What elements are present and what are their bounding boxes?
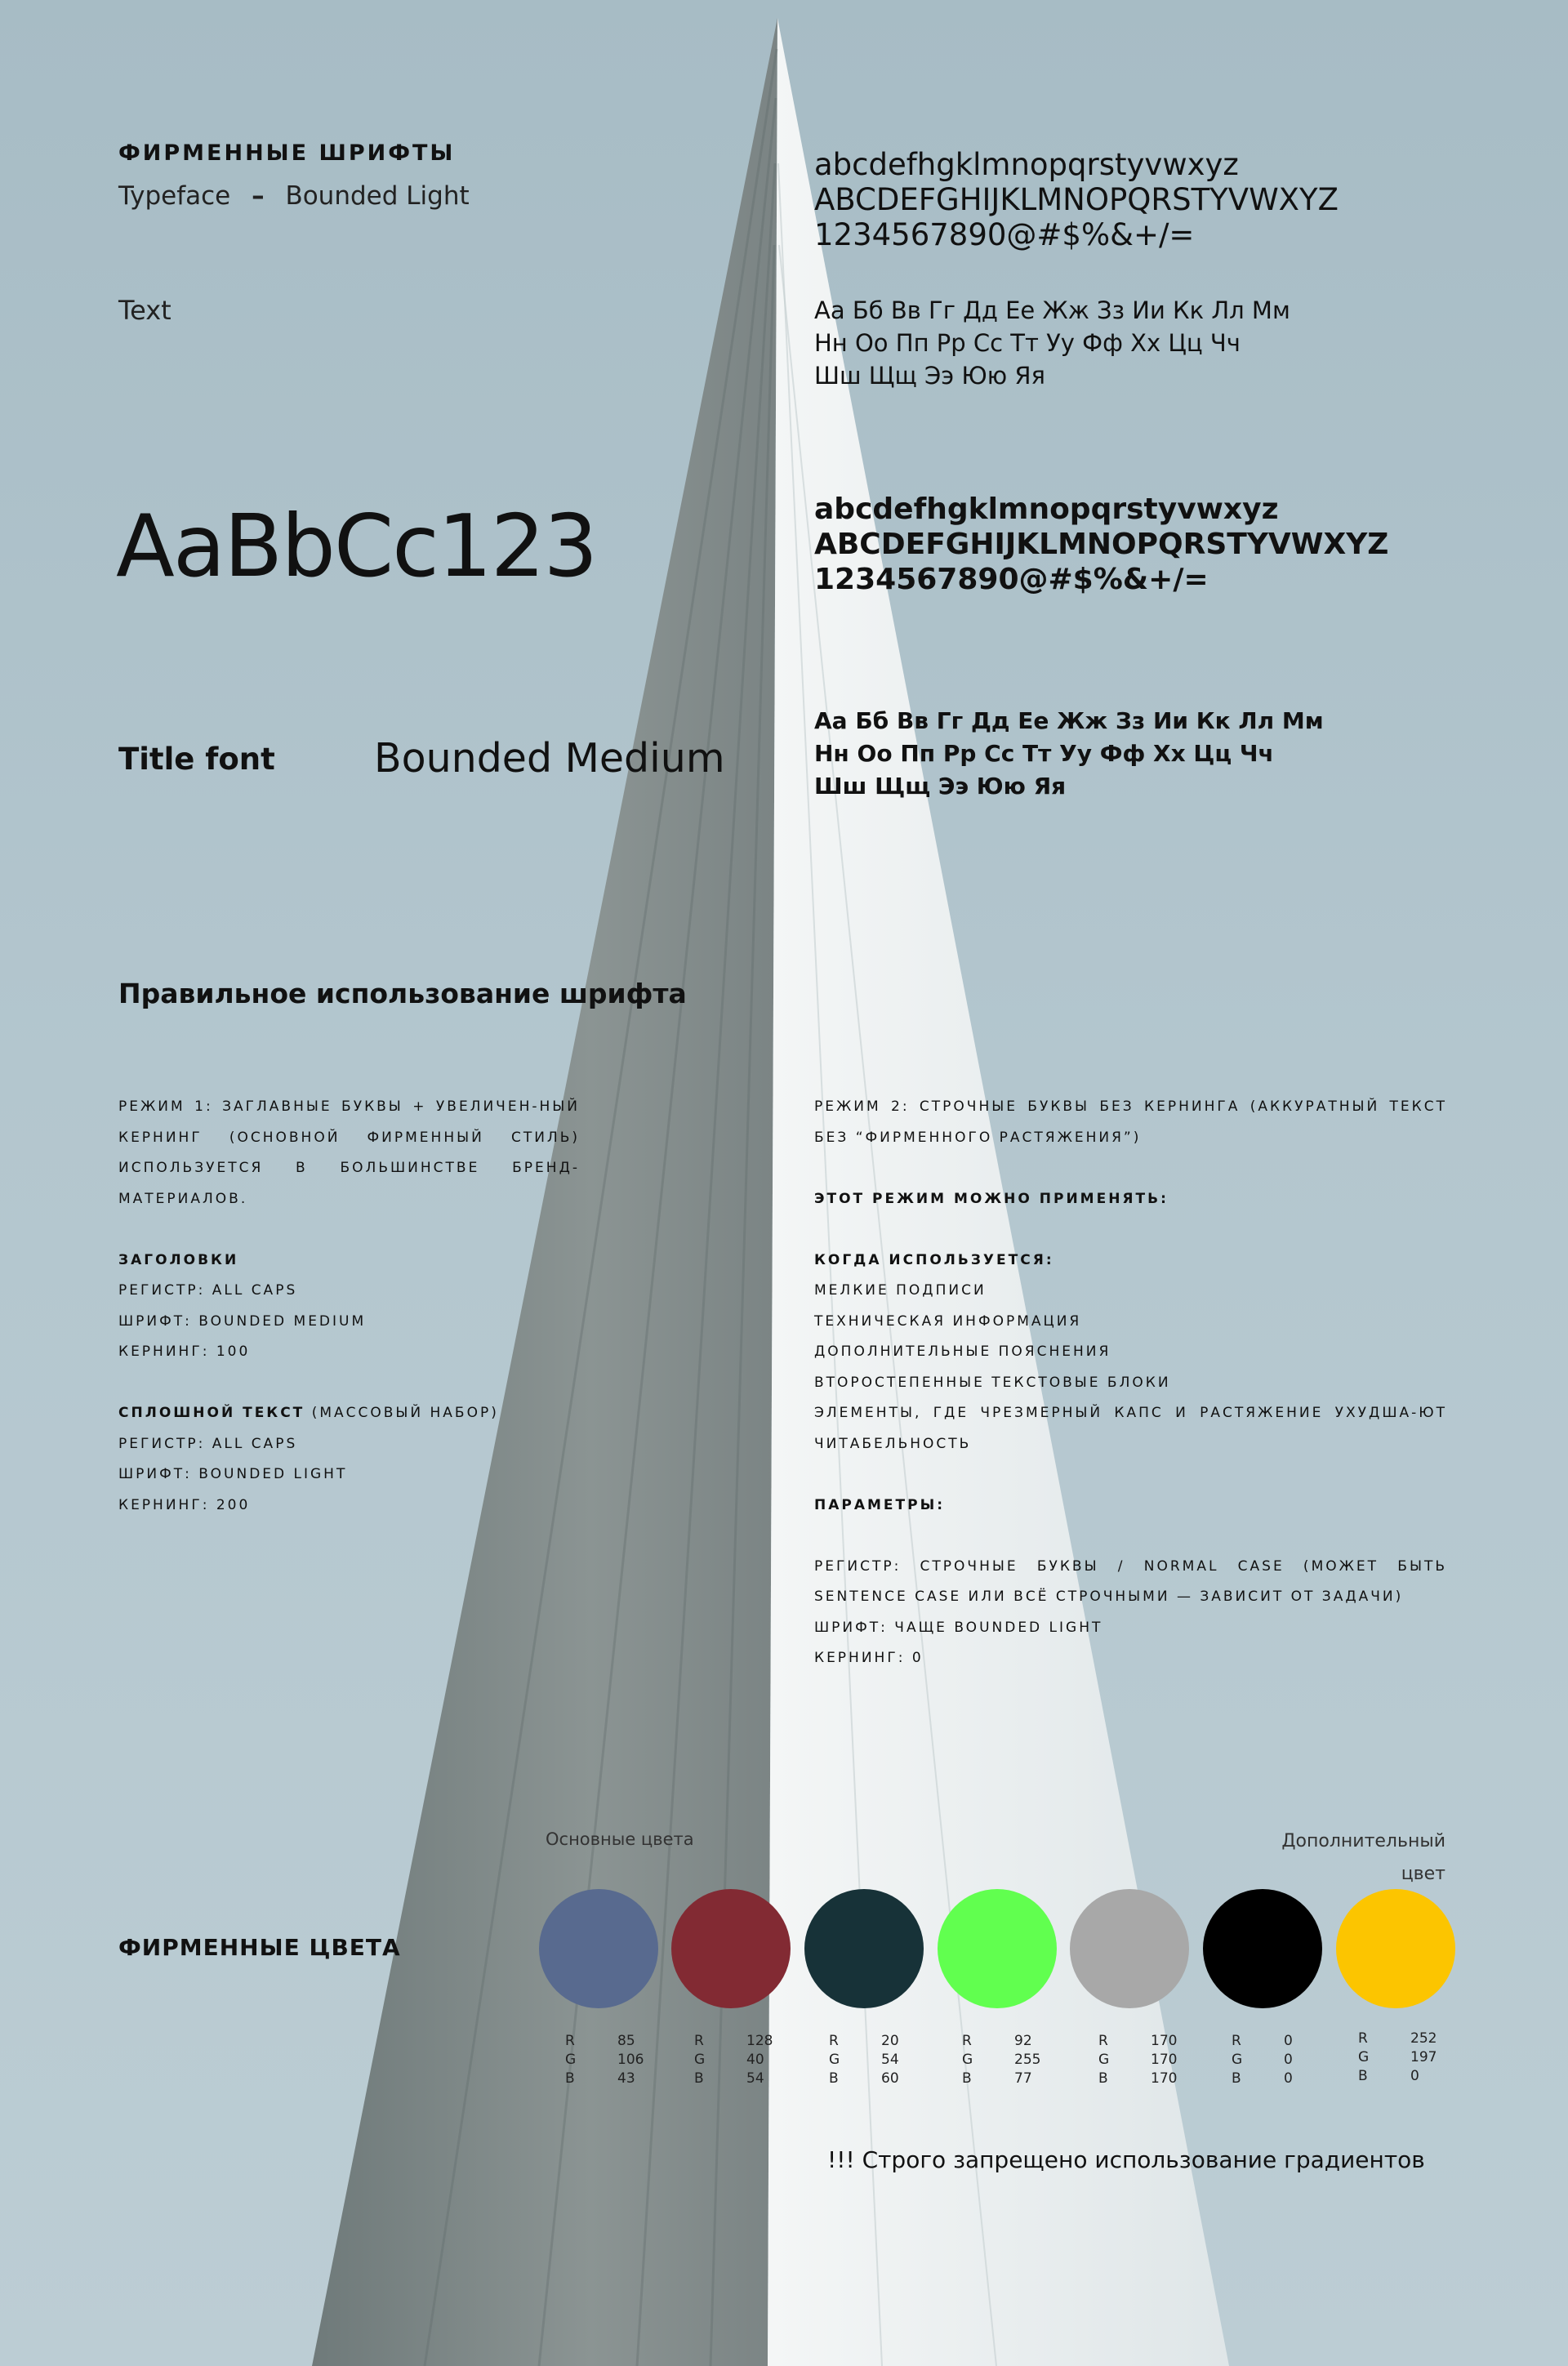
mode1-headings-line: ШРИФТ: BOUNDED MEDIUM — [118, 1312, 367, 1330]
extra-color-label-line-2: цвет — [1401, 1864, 1446, 1884]
rgb-label: G — [1098, 2052, 1110, 2068]
mode2-when-line: ДОПОЛНИТЕЛЬНЫЕ ПОЯСНЕНИЯ — [814, 1343, 1111, 1360]
light-cyrillic-line-1: Аа Бб Вв Гг Дд Ее Жж Зз Ии Кк Лл Мм — [814, 296, 1290, 324]
mode2-when-line: ТЕХНИЧЕСКАЯ ИНФОРМАЦИЯ — [814, 1312, 1082, 1330]
color-swatch-7 — [1336, 1889, 1455, 2008]
rgb-label: R — [962, 2033, 972, 2049]
extra-color-label — [1241, 1825, 1446, 1891]
fonts-heading: ФИРМЕННЫЕ ШРИФТЫ — [118, 140, 456, 166]
rgb-value: 170 — [1151, 2033, 1178, 2049]
rgb-value: 77 — [1014, 2070, 1032, 2087]
rgb-value: 0 — [1284, 2033, 1293, 2049]
text-label: Text — [118, 295, 172, 326]
rgb-value: 43 — [617, 2070, 635, 2087]
light-specimen — [814, 147, 1339, 252]
color-swatch-6 — [1203, 1889, 1322, 2008]
mode1-headings-title: ЗАГОЛОВКИ — [118, 1251, 239, 1268]
rgb-label: R — [694, 2033, 704, 2049]
mode2-params-line: ШРИФТ: ЧАЩЕ BOUNDED LIGHT — [814, 1619, 1103, 1636]
rgb-value: 252 — [1410, 2030, 1437, 2047]
rgb-values-7 — [1358, 2030, 1437, 2086]
rgb-value: 170 — [1151, 2070, 1178, 2087]
rgb-value: 54 — [746, 2070, 764, 2087]
rgb-value: 20 — [881, 2033, 899, 2049]
rgb-label: B — [829, 2070, 839, 2087]
light-cyrillic-specimen — [814, 294, 1290, 392]
rgb-value: 54 — [881, 2052, 899, 2068]
rgb-values-1 — [565, 2032, 644, 2088]
medium-cyrillic-line-2: Нн Оо Пп Рр Сс Тт Уу Фф Хх Цц Чч — [814, 740, 1274, 767]
color-swatch-4 — [938, 1889, 1057, 2008]
typeface-name: Bounded Light — [285, 181, 470, 211]
rgb-label: R — [565, 2033, 575, 2049]
mode2-when-line: ВТОРОСТЕПЕННЫЕ ТЕКСТОВЫЕ БЛОКИ — [814, 1374, 1171, 1391]
light-uppercase: ABCDEFGHIJKLMNOPQRSTYVWXYZ — [814, 182, 1339, 217]
color-swatch-2 — [671, 1889, 791, 2008]
mode1-body-line: КЕРНИНГ: 200 — [118, 1496, 251, 1513]
medium-cyrillic-line-1: Аа Бб Вв Гг Дд Ее Жж Зз Ии Кк Лл Мм — [814, 707, 1324, 734]
title-font-name: Bounded Medium — [374, 735, 725, 782]
rgb-values-5 — [1098, 2032, 1177, 2088]
rgb-value: 255 — [1014, 2052, 1041, 2068]
medium-lowercase: abcdefhgklmnopqrstyvwxyz — [814, 492, 1279, 526]
rgb-value: 170 — [1151, 2052, 1178, 2068]
mode1-body-title: СПЛОШНОЙ ТЕКСТ — [118, 1405, 305, 1421]
rgb-label: G — [829, 2052, 840, 2068]
rgb-value: 0 — [1284, 2070, 1293, 2087]
rgb-value: 40 — [746, 2052, 764, 2068]
medium-uppercase: ABCDEFGHIJKLMNOPQRSTYVWXYZ — [814, 528, 1389, 561]
font-sample: AaBbCc123 — [116, 497, 597, 596]
extra-color-label-line-1: Дополнительный — [1281, 1831, 1446, 1851]
rgb-label: R — [1358, 2030, 1368, 2047]
mode1-headings-line: КЕРНИНГ: 100 — [118, 1343, 251, 1360]
rgb-value: 106 — [617, 2052, 644, 2068]
mode2-block — [814, 1092, 1447, 1674]
mode2-applies: ЭТОТ РЕЖИМ МОЖНО ПРИМЕНЯТЬ: — [814, 1190, 1169, 1207]
rgb-value: 60 — [881, 2070, 899, 2087]
rgb-label: G — [694, 2052, 706, 2068]
rgb-label: B — [1358, 2068, 1368, 2084]
color-swatch-1 — [539, 1889, 658, 2008]
mode2-params-line: КЕРНИНГ: 0 — [814, 1650, 924, 1666]
mode1-body-title-note: (МАССОВЫЙ НАБОР) — [311, 1405, 499, 1421]
rgb-label: R — [1232, 2033, 1241, 2049]
rgb-values-2 — [694, 2032, 773, 2088]
mode2-when-line: МЕЛКИЕ ПОДПИСИ — [814, 1282, 987, 1299]
light-lowercase: abcdefhgklmnopqrstyvwxyz — [814, 147, 1239, 182]
rgb-label: B — [565, 2070, 575, 2087]
primary-colors-label: Основные цвета — [546, 1829, 694, 1849]
light-cyrillic-line-2: Нн Оо Пп Рр Сс Тт Уу Фф Хх Цц Чч — [814, 329, 1241, 357]
rgb-label: G — [1358, 2049, 1370, 2065]
mode1-body-line: ШРИФТ: BOUNDED LIGHT — [118, 1466, 348, 1482]
color-swatch-5 — [1070, 1889, 1189, 2008]
medium-cyrillic-specimen — [814, 705, 1324, 803]
usage-heading: Правильное использование шрифта — [118, 978, 687, 1009]
rgb-values-4 — [962, 2032, 1040, 2088]
typeface-dash: – — [252, 181, 265, 211]
color-swatch-3 — [804, 1889, 924, 2008]
mode2-params-line: РЕГИСТР: СТРОЧНЫЕ БУКВЫ / NORMAL CASE (МОЖЕТ БЫТЬ SENTENCE CASE ИЛИ ВСЁ СТРОЧНЫМИ — ЗАВИСИТ ОТ ЗАДАЧИ) — [814, 1557, 1447, 1605]
rgb-label: G — [565, 2052, 577, 2068]
mode2-when-title: КОГДА ИСПОЛЬЗУЕТСЯ: — [814, 1251, 1054, 1268]
title-font-label: Title font — [118, 742, 275, 777]
mode1-block — [118, 1092, 580, 1521]
rgb-values-3 — [829, 2032, 899, 2088]
medium-cyrillic-line-3: Шш Щщ Ээ Юю Яя — [814, 773, 1067, 800]
mode1-headings-line: РЕГИСТР: ALL CAPS — [118, 1282, 298, 1299]
light-cyrillic-line-3: Шш Щщ Ээ Юю Яя — [814, 362, 1045, 390]
rgb-label: R — [829, 2033, 839, 2049]
rgb-label: R — [1098, 2033, 1108, 2049]
mode2-when-line: ЭЛЕМЕНТЫ, ГДЕ ЧРЕЗМЕРНЫЙ КАПС И РАСТЯЖЕНИЕ УХУДША-ЮТ ЧИТАБЕЛЬНОСТЬ — [814, 1405, 1447, 1452]
rgb-label: B — [694, 2070, 704, 2087]
light-digits: 1234567890@#$%&+/= — [814, 217, 1195, 252]
rgb-value: 92 — [1014, 2033, 1032, 2049]
rgb-label: B — [1098, 2070, 1108, 2087]
rgb-label: G — [1232, 2052, 1243, 2068]
mode2-params-title: ПАРАМЕТРЫ: — [814, 1496, 945, 1513]
rgb-value: 0 — [1284, 2052, 1293, 2068]
mode1-intro: РЕЖИМ 1: ЗАГЛАВНЫЕ БУКВЫ + УВЕЛИЧЕН-НЫЙ КЕРНИНГ (ОСНОВНОЙ ФИРМЕННЫЙ СТИЛЬ) ИСПОЛЬЗУЕТСЯ В БОЛЬШИНСТВЕ БРЕНД-МАТЕРИАЛОВ. — [118, 1098, 580, 1207]
typeface-line — [118, 181, 470, 211]
colors-heading: ФИРМЕННЫЕ ЦВЕТА — [118, 1934, 401, 1961]
mode1-body-line: РЕГИСТР: ALL CAPS — [118, 1435, 298, 1452]
rgb-value: 128 — [746, 2033, 773, 2049]
rgb-value: 85 — [617, 2033, 635, 2049]
medium-digits: 1234567890@#$%&+/= — [814, 563, 1209, 596]
rgb-label: B — [962, 2070, 972, 2087]
rgb-value: 0 — [1410, 2068, 1419, 2084]
rgb-label: B — [1232, 2070, 1241, 2087]
typeface-label: Typeface — [118, 181, 231, 211]
medium-specimen — [814, 492, 1388, 597]
rgb-value: 197 — [1410, 2049, 1437, 2065]
rgb-label: G — [962, 2052, 973, 2068]
gradient-warning: !!! Строго запрещено использование градиентов — [827, 2146, 1425, 2173]
rgb-values-6 — [1232, 2032, 1293, 2088]
mode2-intro: РЕЖИМ 2: СТРОЧНЫЕ БУКВЫ БЕЗ КЕРНИНГА (АККУРАТНЫЙ ТЕКСТ БЕЗ “ФИРМЕННОГО РАСТЯЖЕНИЯ”) — [814, 1098, 1447, 1146]
mode1-body-title-row — [118, 1398, 580, 1429]
